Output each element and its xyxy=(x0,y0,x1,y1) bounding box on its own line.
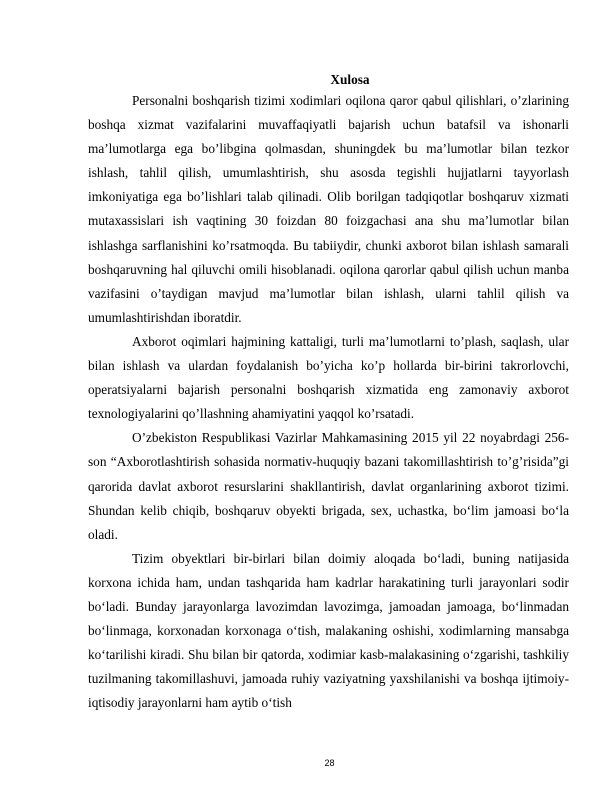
paragraph-1: Personalni boshqarish tizimi xodimlari oqilona qaror qabul qilishlari, o’zlarining boshqa xizmat vazifalarini muvaffaqiyatli bajarish uchun batafsil va ishonarli ma’lumotlarga ega bo’libgina qolmasdan, shuningdek bu ma’lumotlar bilan tezkor ishlash, tahlil qilish, umumlashtirish, shu asosda tegishli hujjatlarni tayyorlash imkoniyatiga ega bo’lishlari talab qilinadi. Olib borilgan tadqiqotlar boshqaruv xizmati mutaxassislari ish vaqtining 30 foizdan 80 foizgachasi ana shu ma’lumotlar bilan ishlashga sarflanishini ko’rsatmoqda. Bu tabiiydir, chunki axborot bilan ishlash samarali boshqaruvning hal qiluvchi omili hisoblanadi. oqilona qarorlar qabul qilish uchun manba vazifasini o’taydigan mavjud ma’lumotlar bilan ishlash, ularni tahlil qilish va umumlashtirishdan iboratdir. xyxy=(88,93,569,325)
paragraph-2: Axborot oqimlari hajmining kattaligi, turli ma’lumotlarni to’plash, saqlash, ular bilan ishlash va ulardan foydalanish bo’yicha ko’p hollarda bir-birini takrorlovchi, operatsiyalarni bajarish personalni boshqarish xizmatida eng zamonaviy axborot texnologiyalarini qo’llashning ahamiyatini yaqqol ko’rsatadi. xyxy=(88,333,569,422)
body-text xyxy=(88,89,569,715)
paragraph-3: O’zbekiston Respublikasi Vazirlar Mahkamasining 2015 yil 22 noyabrdagi 256-son “Axborotlashtirish sohasida normativ-huquqiy bazani takomillashtirish to’g’risida”gi qarorida davlat axborot resurslarini shakllantirish, davlat organlarining axborot tizimi. Shundan kelib chiqib, boshqaruv obyekti brigada, sex, uchastka, bo‘lim jamoasi bo‘la oladi. xyxy=(88,430,569,542)
paragraph-4: Tizim obyektlari bir-birlari bilan doimiy aloqada bo‘ladi, buning natijasida korxona ichida ham, undan tashqarida ham kadrlar harakatining turli jarayonlari sodir bo‘ladi. Bunday jarayonlarga lavozimdan lavozimga, jamoadan jamoaga, bo‘linmadan bo‘linmaga, korxonadan korxonaga o‘tish, malakaning oshishi, xodimlarning mansabga ko‘tarilishi kiradi. Shu bilan bir qatorda, xodimiar kasb-malakasining o‘zgarishi, tashkiliy tuzilmaning takomillashuvi, jamoada ruhiy vaziyatning yaxshilanishi va boshqa ijtimoiy-iqtisodiy jarayonlarni ham aytib o‘tish xyxy=(88,550,569,711)
section-heading: Xulosa xyxy=(330,72,370,87)
page-number: 28 xyxy=(324,758,335,768)
